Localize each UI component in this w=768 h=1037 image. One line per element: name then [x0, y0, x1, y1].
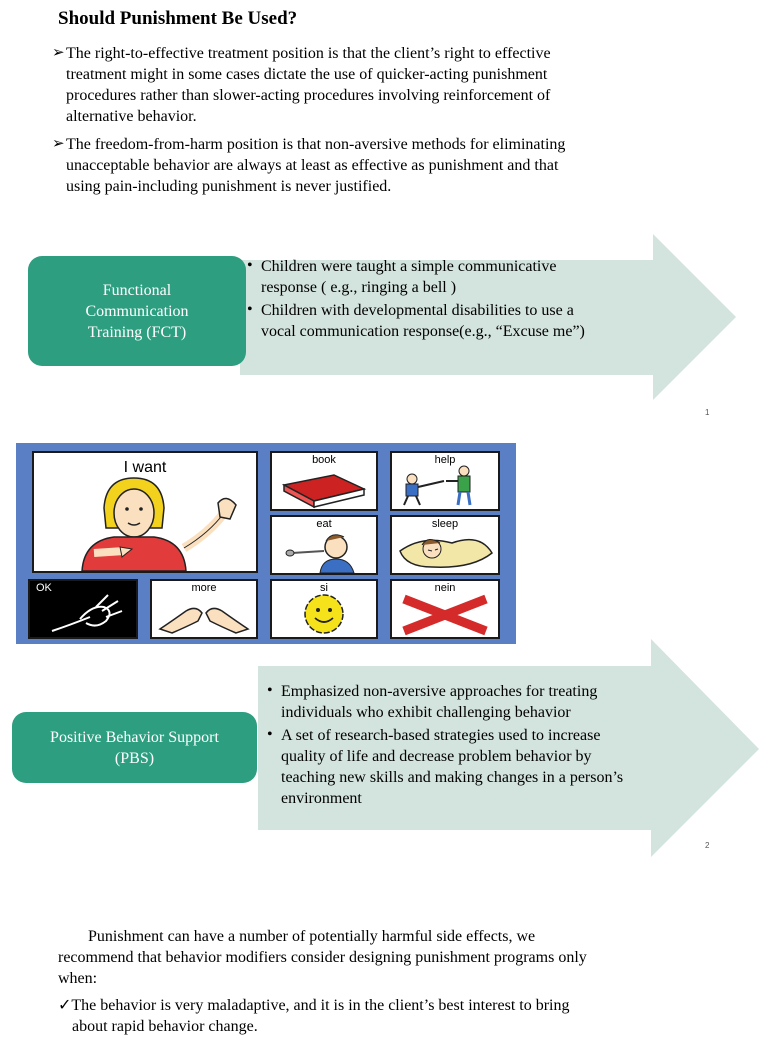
eating-child-icon — [272, 517, 376, 573]
paragraph-line: The right-to-effective treatment position is that the client’s right to effective — [66, 45, 551, 62]
arrow-bullet-icon: ➢ — [52, 45, 65, 61]
list-item: • Emphasized non-aversive approaches for treating individuals who exhibit challenging behavior — [267, 682, 598, 721]
red-x-icon — [392, 581, 498, 637]
card-more: more — [150, 579, 258, 639]
paragraph-line: The freedom-from-harm position is that non-aversive methods for eliminating — [66, 136, 566, 153]
pbs-bullet-list — [267, 681, 707, 809]
slide-number: 1 — [705, 408, 710, 417]
fct-bullet-list — [247, 256, 687, 342]
ok-hand-sign-icon — [30, 581, 136, 637]
checkmark-icon: ✓ — [58, 997, 72, 1014]
fct-label-line: Functional — [102, 281, 172, 299]
card-help: help — [390, 451, 500, 511]
check-item-line: The behavior is very maladaptive, and it is in the client’s best interest to bring — [71, 997, 570, 1014]
pbs-label-line: Positive Behavior Support — [50, 728, 219, 746]
fct-label-box — [28, 256, 246, 366]
check-list-item — [58, 995, 718, 1037]
list-item: • Children with developmental disabilities to use a vocal communication response(e.g., “Excuse me”) — [247, 301, 585, 340]
position-paragraph-freedom-from-harm — [52, 134, 692, 197]
list-item: • A set of research-based strategies used to increase quality of life and decrease problem behavior by teaching new skills and making changes in a person’s environment — [267, 726, 624, 807]
paragraph-line: treatment might in some cases dictate the use of quicker-acting punishment — [66, 66, 548, 83]
slide-number: 2 — [705, 841, 710, 850]
card-book: book — [270, 451, 378, 511]
girl-pointing-icon — [34, 453, 256, 571]
page-title: Should Punishment Be Used? — [58, 8, 298, 29]
bullet-dot-icon: • — [247, 257, 253, 274]
card-i-want: I want — [32, 451, 258, 573]
arrow-bullet-icon: ➢ — [52, 136, 65, 152]
fct-label-line: Training (FCT) — [87, 323, 187, 341]
smiley-sun-icon — [272, 581, 376, 637]
paragraph-line: procedures rather than slower-acting procedures involving reinforcement of — [66, 87, 551, 104]
paragraph-line: when: — [58, 970, 98, 987]
more-sign-hands-icon — [152, 581, 256, 637]
card-si: si — [270, 579, 378, 639]
bullet-dot-icon: • — [247, 301, 253, 318]
paragraph-line: unacceptable behavior are always at least as effective as punishment and that — [66, 157, 559, 174]
card-ok: OK — [28, 579, 138, 639]
bullet-dot-icon: • — [267, 682, 273, 699]
book-icon — [272, 453, 376, 509]
sleeping-icon — [392, 517, 498, 573]
pbs-label-box — [12, 712, 257, 783]
pbs-label-line: (PBS) — [114, 749, 155, 767]
card-sleep: sleep — [390, 515, 500, 575]
paragraph-line: using pain-including punishment is never justified. — [66, 178, 392, 195]
paragraph-line: Punishment can have a number of potentially harmful side effects, we — [88, 928, 536, 945]
bullet-dot-icon: • — [267, 726, 273, 743]
recommendation-paragraph — [58, 926, 708, 989]
card-eat: eat — [270, 515, 378, 575]
fct-label-line: Communication — [85, 302, 189, 320]
position-paragraph-right-to-treatment — [52, 43, 692, 127]
list-item: • Children were taught a simple communicative response ( e.g., ringing a bell ) — [247, 257, 557, 296]
help-people-icon — [392, 453, 498, 509]
paragraph-line: recommend that behavior modifiers consider designing punishment programs only — [58, 949, 587, 966]
communication-board-image — [16, 443, 516, 644]
check-item-line: about rapid behavior change. — [72, 1018, 258, 1035]
card-nein: nein — [390, 579, 500, 639]
paragraph-line: alternative behavior. — [66, 108, 197, 125]
